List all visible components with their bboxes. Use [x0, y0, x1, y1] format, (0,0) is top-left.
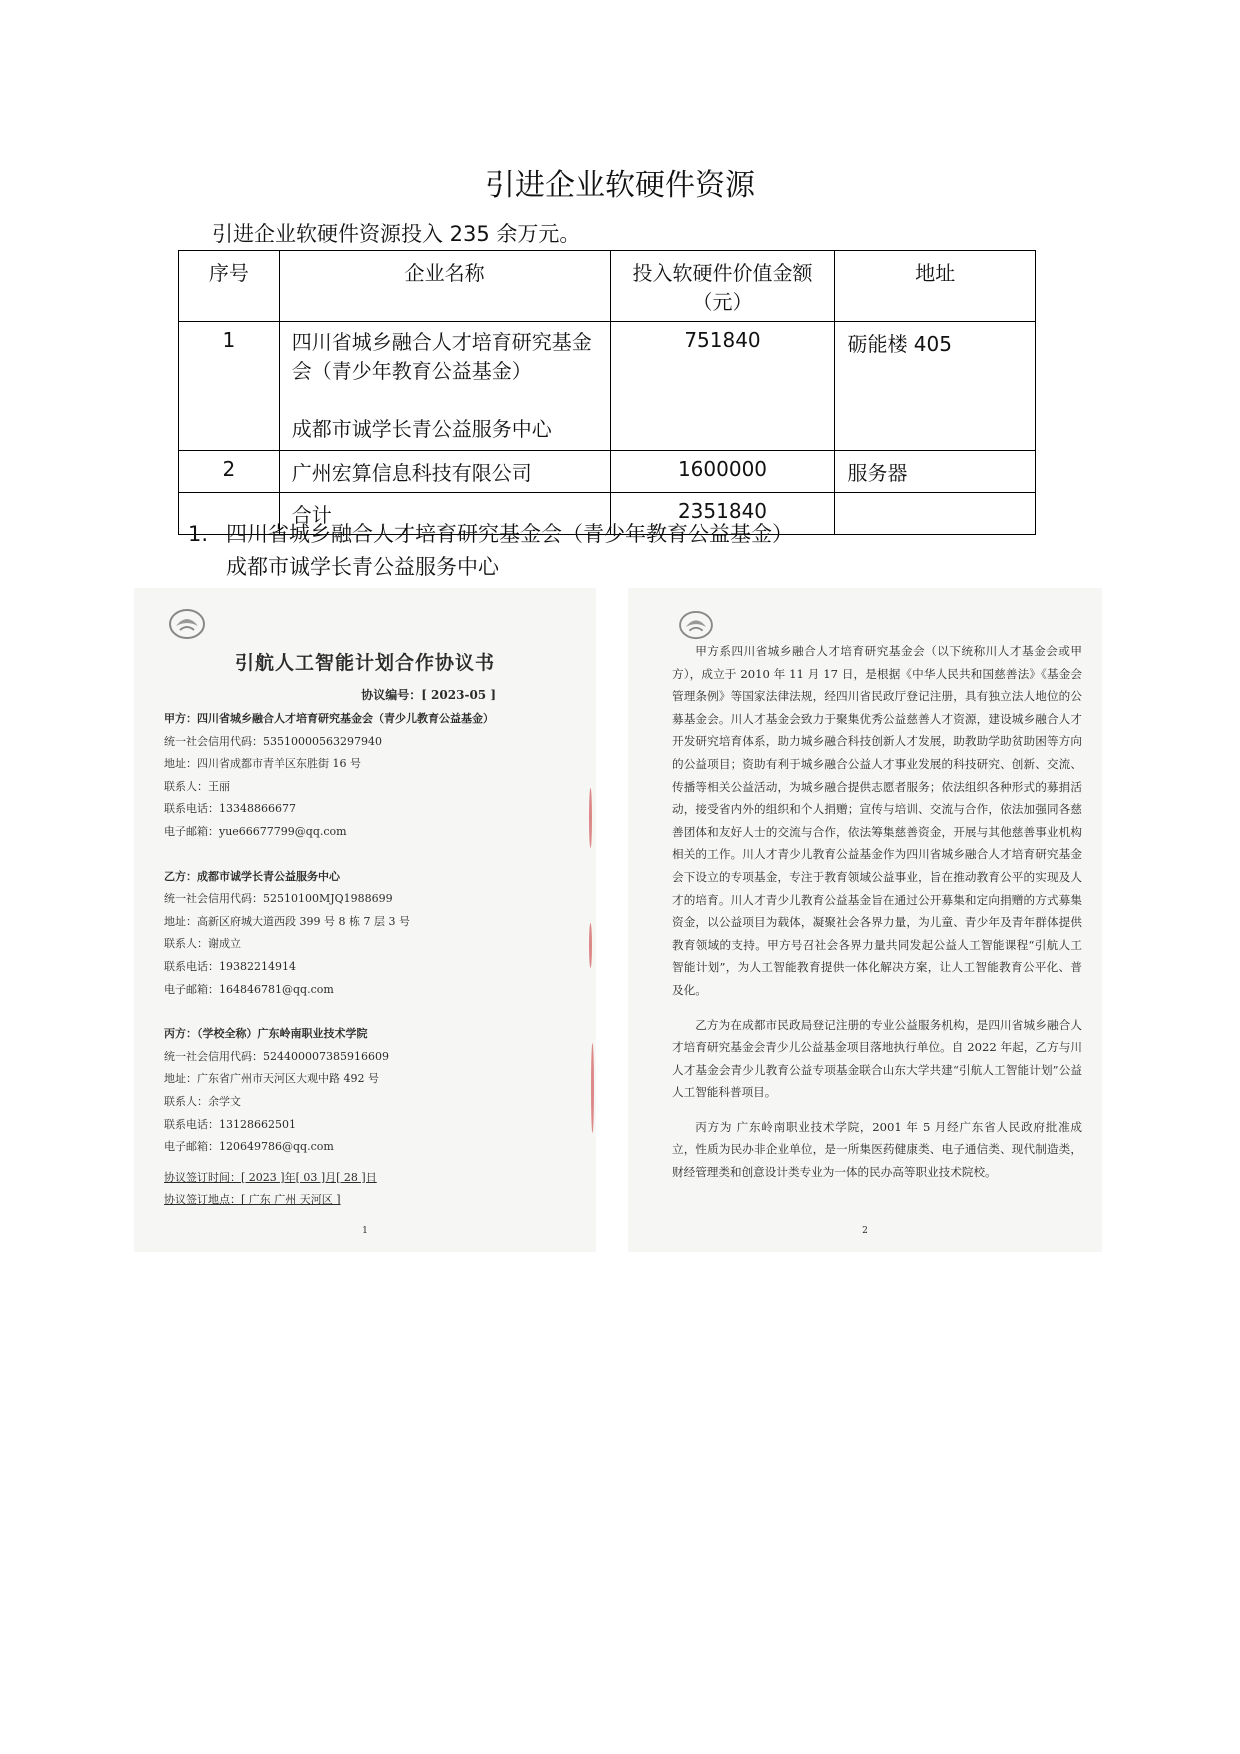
party-a-line: 统一社会信用代码：53510000563297940: [164, 734, 382, 748]
header-amount: 投入软硬件价值金额（元）: [610, 251, 835, 322]
cell-name: 广州宏算信息科技有限公司: [279, 451, 610, 493]
party-b-line: 联系人：谢成立: [164, 937, 241, 951]
seal-mark: [589, 923, 592, 968]
table-header-row: [179, 251, 1036, 322]
party-b-line: 统一社会信用代码：52510100MJQ1988699: [164, 892, 393, 906]
cell-empty: [835, 493, 1036, 535]
cell-name-line: 四川省城乡融合人才培育研究基金会（青少年教育公益基金）: [291, 330, 592, 383]
cell-address: 服务器: [835, 451, 1036, 493]
cell-name-line: 成都市诚学长青公益服务中心: [291, 417, 552, 441]
cell-no: 1: [179, 322, 280, 451]
body-paragraph: 甲方系四川省城乡融合人才培育研究基金会（以下统称川人才基金会或甲方），成立于 2010 年 11 月 17 日，是根据《中华人民共和国慈善法》《基金会管理条例》等国家法律法规，经四川省民政厅登记注册，具有独立法人地位的公募基金会。川人才基金会致力于聚集优秀公益慈善人才资源，建设城乡融合人才开发研究培育体系，助力城乡融合科技创新人才发展，助教助学助贫助困等方向的公益项目；资助有利于城乡融合公益人才事业发展的科技研究、创新、交流、传播等相关公益活动，为城乡融合提供志愿者服务；依法组织各种形式的募捐活动，接受省内外的组织和个人捐赠；宣传与培训、交流与合作，依法加强同各慈善团体和友好人士的交流与合作，依法筹集慈善资金，开展与其他慈善事业机构相关的工作。川人才青少儿教育公益基金作为四川省城乡融合人才培育研究基金会下设立的专项基金，专注于教育领域公益事业，旨在推动教育公平的实现及人才的培育。川人才青少儿教育公益基金旨在通过公开募集和定向捐赠的方式募集资金，以公益项目为载体，凝聚社会各界力量，为儿童、青少年及青年群体提供教育领域的支持。甲方号召社会各界力量共同发起公益人工智能课程“引航人工智能计划”，为人工智能教育提供一体化解决方案，让人工智能教育公平化、普及化。: [672, 644, 1082, 997]
agreement-title: 引航人工智能计划合作协议书: [234, 652, 495, 674]
party-b-line: 联系电话：19382214914: [164, 959, 296, 973]
cell-amount: 1600000: [610, 451, 835, 493]
party-b-line: 地址：高新区府城大道西段 399 号 8 栋 7 层 3 号: [164, 914, 410, 928]
party-a-line: 联系电话：13348866677: [164, 802, 296, 816]
party-a-line: 甲方：四川省城乡融合人才培育研究基金会（青少儿教育公益基金）: [164, 712, 494, 725]
party-c-line: 统一社会信用代码：524400007385916609: [164, 1049, 389, 1063]
total-label: 合计: [279, 493, 610, 535]
total-amount: 2351840: [610, 493, 835, 535]
agreement-number: 协议编号：[ 2023-05 ]: [361, 688, 496, 702]
party-a-line: 电子邮箱：yue66677799@qq.com: [164, 824, 347, 838]
party-a-line: 联系人：王丽: [164, 779, 230, 793]
note-line: 四川省城乡融合人才培育研究基金会（青少年教育公益基金）: [226, 522, 793, 546]
body-paragraph: 乙方为在成都市民政局登记注册的专业公益服务机构，是四川省城乡融合人才培育研究基金会青少儿公益基金项目落地执行单位。自 2022 年起，乙方与川人才基金会青少儿教育公益专项基金联合山东大学共建“引航人工智能计划”公益人工智能科普项目。: [672, 1017, 1082, 1100]
scanned-agreement-page-2: [628, 588, 1102, 1252]
party-c-line: 联系电话：13128662501: [164, 1117, 296, 1131]
party-c-line: 联系人：余学文: [164, 1094, 241, 1108]
body-paragraph: 丙方为 广东岭南职业技术学院，2001 年 5 月经广东省人民政府批准成立，性质为民办非企业单位，是一所集医药健康类、电子通信类、现代制造类，财经管理类和创意设计类专业为一体的民办高等职业技术院校。: [672, 1119, 1082, 1180]
parties-block: [164, 708, 494, 1212]
foundation-logo-icon: [678, 610, 714, 640]
party-c-line: 地址：广东省广州市天河区大观中路 492 号: [164, 1072, 379, 1086]
header-name: 企业名称: [279, 251, 610, 322]
note-number: 1.: [188, 522, 209, 546]
page-number: 1: [362, 1226, 368, 1236]
seal-mark: [591, 1043, 594, 1133]
header-address: 地址: [835, 251, 1036, 322]
sign-line: 协议签订地点：[ 广东 广州 天河区 ]: [164, 1193, 341, 1207]
resource-table: [178, 250, 1036, 535]
cell-no: 2: [179, 451, 280, 493]
party-c-line: 丙方：（学校全称）广东岭南职业技术学院: [164, 1027, 368, 1041]
cell-address: 砺能楼 405: [835, 322, 1036, 451]
seal-mark: [589, 788, 592, 848]
cell-amount: 751840: [610, 322, 835, 451]
note-line: 成都市诚学长青公益服务中心: [226, 555, 499, 579]
page-number: 2: [862, 1226, 868, 1236]
agreement-body: [672, 640, 1082, 1196]
party-a-line: 地址：四川省成都市青羊区东胜街 16 号: [164, 757, 361, 771]
header-no: 序号: [179, 251, 280, 322]
intro-text: 引进企业软硬件资源投入 235 余万元。: [212, 222, 581, 246]
note-list: [188, 518, 793, 584]
table-row: [179, 322, 1036, 451]
cell-name: [279, 322, 610, 451]
party-b-line: 电子邮箱：164846781@qq.com: [164, 982, 334, 996]
page-title: 引进企业软硬件资源: [485, 168, 755, 203]
party-b-line: 乙方：成都市诚学长青公益服务中心: [164, 869, 340, 883]
table-row: [179, 451, 1036, 493]
sign-line: 协议签订时间：[ 2023 ]年[ 03 ]月[ 28 ]日: [164, 1170, 377, 1184]
party-c-line: 电子邮箱：120649786@qq.com: [164, 1140, 334, 1154]
scanned-agreement-page-1: [134, 588, 596, 1252]
foundation-logo-icon: [168, 608, 206, 640]
